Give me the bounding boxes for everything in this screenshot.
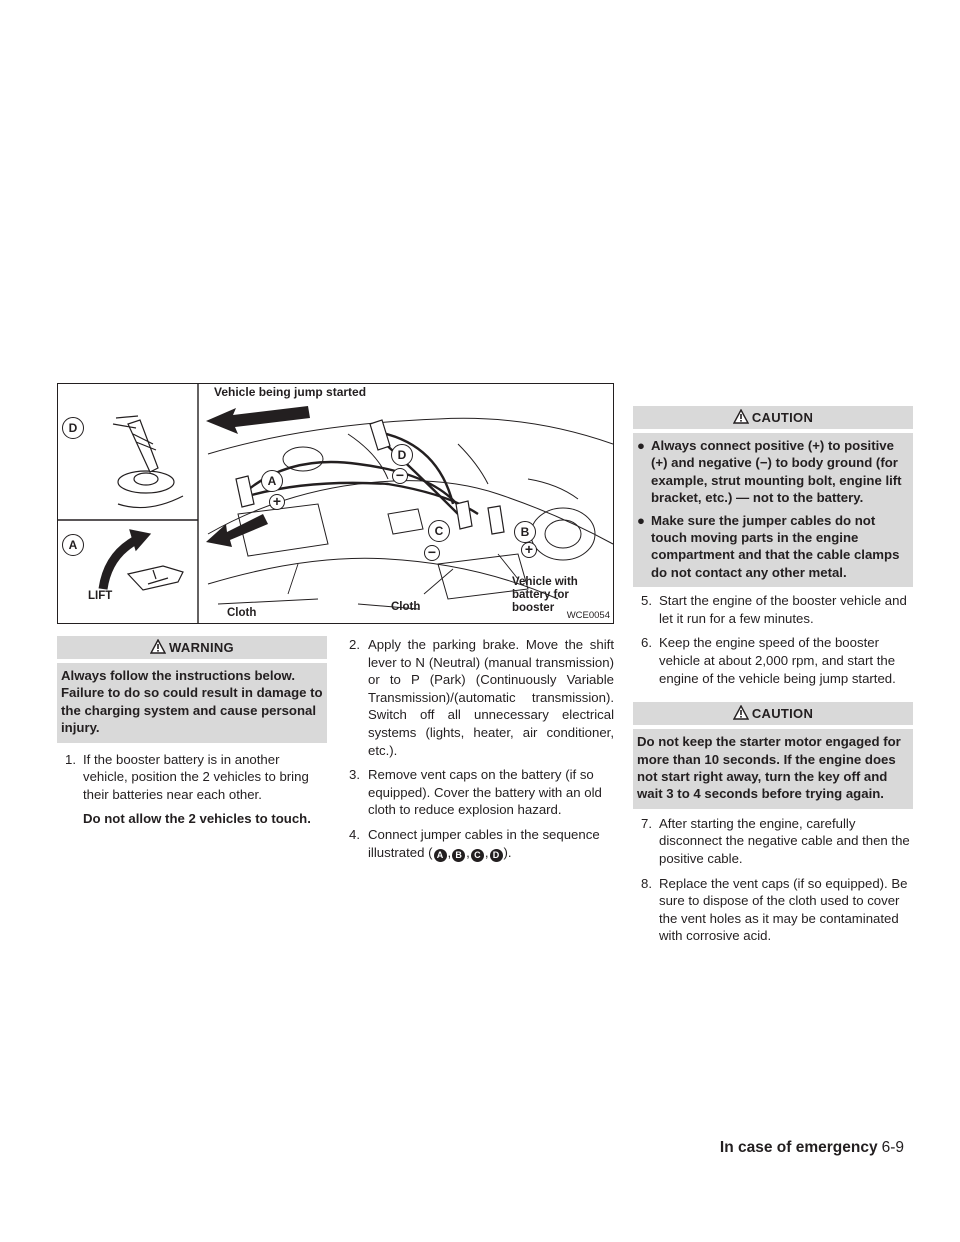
step-1-note — [57, 810, 327, 828]
caution-2-title: CAUTION — [751, 706, 814, 722]
vehicle-being-jump-started-label: Vehicle being jump started — [214, 385, 367, 399]
plus-sign-A: + — [269, 494, 285, 510]
step-4: 4. Connect jumper cables in the sequence illustrated ( A , B , C , D ). — [349, 826, 600, 860]
left-column — [57, 636, 327, 835]
step-4-text-after: ). — [503, 844, 512, 860]
clamp-label-C: C — [428, 520, 450, 542]
booster-vehicle-label-line2: battery for — [512, 589, 569, 601]
step-2-number: 2. — [349, 637, 360, 652]
step-8-number: 8. — [641, 875, 652, 891]
caution-1-bullet-1: ● Always connect positive (+) to positive (+) and negative (−) to body ground (for example, strut mounting bolt, engine lift bracket, etc.) — not to the battery. — [637, 438, 902, 506]
step-6 — [633, 634, 913, 687]
jump-start-illustration — [57, 383, 614, 624]
step-3-text: Remove vent caps on the battery (if so equipped). Cover the battery with an old cloth to reduce explosion hazard. — [368, 767, 602, 818]
cloth-label-left: Cloth — [227, 607, 257, 619]
step-5 — [633, 592, 913, 627]
step-4-text-before: Connect jumper cables in the sequence illustrated ( — [368, 826, 600, 860]
step-8 — [633, 875, 913, 945]
right-column — [633, 406, 913, 952]
step-3 — [342, 766, 614, 819]
caution-1-body — [633, 433, 913, 587]
booster-vehicle-label-line3: booster — [512, 602, 555, 614]
page-footer — [720, 1139, 904, 1157]
step-7-number: 7. — [641, 815, 652, 831]
step-6-text: Keep the engine speed of the booster vehicle at about 2,000 rpm, and start the engine of the vehicle being jump started. — [659, 635, 896, 686]
footer-section-title: In case of emergency — [719, 1139, 878, 1156]
step-7-text: After starting the engine, carefully disconnect the negative cable and then the positive cable. — [659, 815, 910, 867]
step-5-number: 5. — [641, 593, 652, 609]
middle-column — [342, 636, 614, 869]
warning-title: WARNING — [169, 640, 234, 655]
caution-2-header — [633, 702, 913, 725]
caution-triangle-icon — [733, 705, 749, 720]
caution-1-bullet-2: ● Make sure the jumper cables do not touch moving parts in the engine compartment and that the cable clamps do not contact any other metal. — [637, 512, 900, 580]
step-3-number: 3. — [349, 767, 360, 783]
booster-vehicle-label-line1: Vehicle with — [512, 576, 578, 588]
caution-1-header — [633, 406, 913, 429]
warning-body: Always follow the instructions below. Failure to do so could result in damage to the charging system and cause personal injury. — [57, 663, 327, 743]
sequence-badge-B: B — [452, 849, 465, 862]
sequence-badge-D: D — [490, 849, 503, 862]
minus-sign-D: − — [392, 468, 408, 484]
callout-D-inset: D — [62, 417, 84, 439]
callout-A-inset: A — [62, 534, 84, 556]
step-7 — [633, 815, 913, 868]
figure-code: WCE0054 — [566, 610, 610, 621]
caution-1-title: CAUTION — [751, 410, 814, 425]
caution-triangle-icon — [733, 409, 749, 424]
step-1-number: 1. — [65, 751, 76, 767]
plus-sign-B: + — [521, 542, 537, 558]
step-2-text: Apply the parking brake. Move the shift lever to N (Neutral) (manual transmission) or to P (Park) (Continuously Variable Transmission)/(automatic transmission). Switch off all unnecessary electrical systems (lights, heater, air conditioner, etc.). — [368, 637, 614, 758]
step-4-number: 4. — [349, 826, 360, 842]
step-1-text: If the booster battery is in another vehicle, position the 2 vehicles to bring their batteries near each other. — [83, 751, 309, 802]
warning-triangle-icon — [150, 639, 166, 654]
minus-sign-C: − — [424, 545, 440, 561]
cloth-label-right: Cloth — [391, 601, 421, 613]
caution-1-bullet-1-text: Always connect positive (+) to positive (+) and negative (−) to body ground (for example, strut mounting bolt, engine lift bracket, etc.) — not to the battery. — [651, 438, 902, 506]
caution-2-body: Do not keep the starter motor engaged for more than 10 seconds. If the engine does not start right away, turn the key off and wait 3 to 4 seconds before trying again. — [633, 729, 913, 809]
sequence-badge-A: A — [434, 849, 447, 862]
step-1-note-text: Do not allow the 2 vehicles to touch. — [83, 811, 311, 827]
clamp-label-D: D — [391, 444, 413, 466]
caution-1-bullet-2-text: Make sure the jumper cables do not touch moving parts in the engine compartment and that the cable clamps do not contact any other metal. — [651, 512, 900, 580]
clamp-label-A: A — [261, 470, 283, 492]
warning-header — [57, 636, 327, 659]
sequence-badge-C: C — [471, 849, 484, 862]
step-2 — [342, 636, 614, 759]
step-6-number: 6. — [641, 635, 652, 651]
step-5-text: Start the engine of the booster vehicle and let it run for a few minutes. — [659, 593, 907, 626]
step-1 — [57, 751, 327, 804]
lift-label: LIFT — [88, 590, 113, 602]
clamp-label-B: B — [514, 521, 536, 543]
footer-page-number: 6-9 — [881, 1139, 904, 1156]
step-8-text: Replace the vent caps (if so equipped). Be sure to dispose of the cloth used to cover the vent holes as it may be contaminated with corrosive acid. — [659, 875, 908, 944]
